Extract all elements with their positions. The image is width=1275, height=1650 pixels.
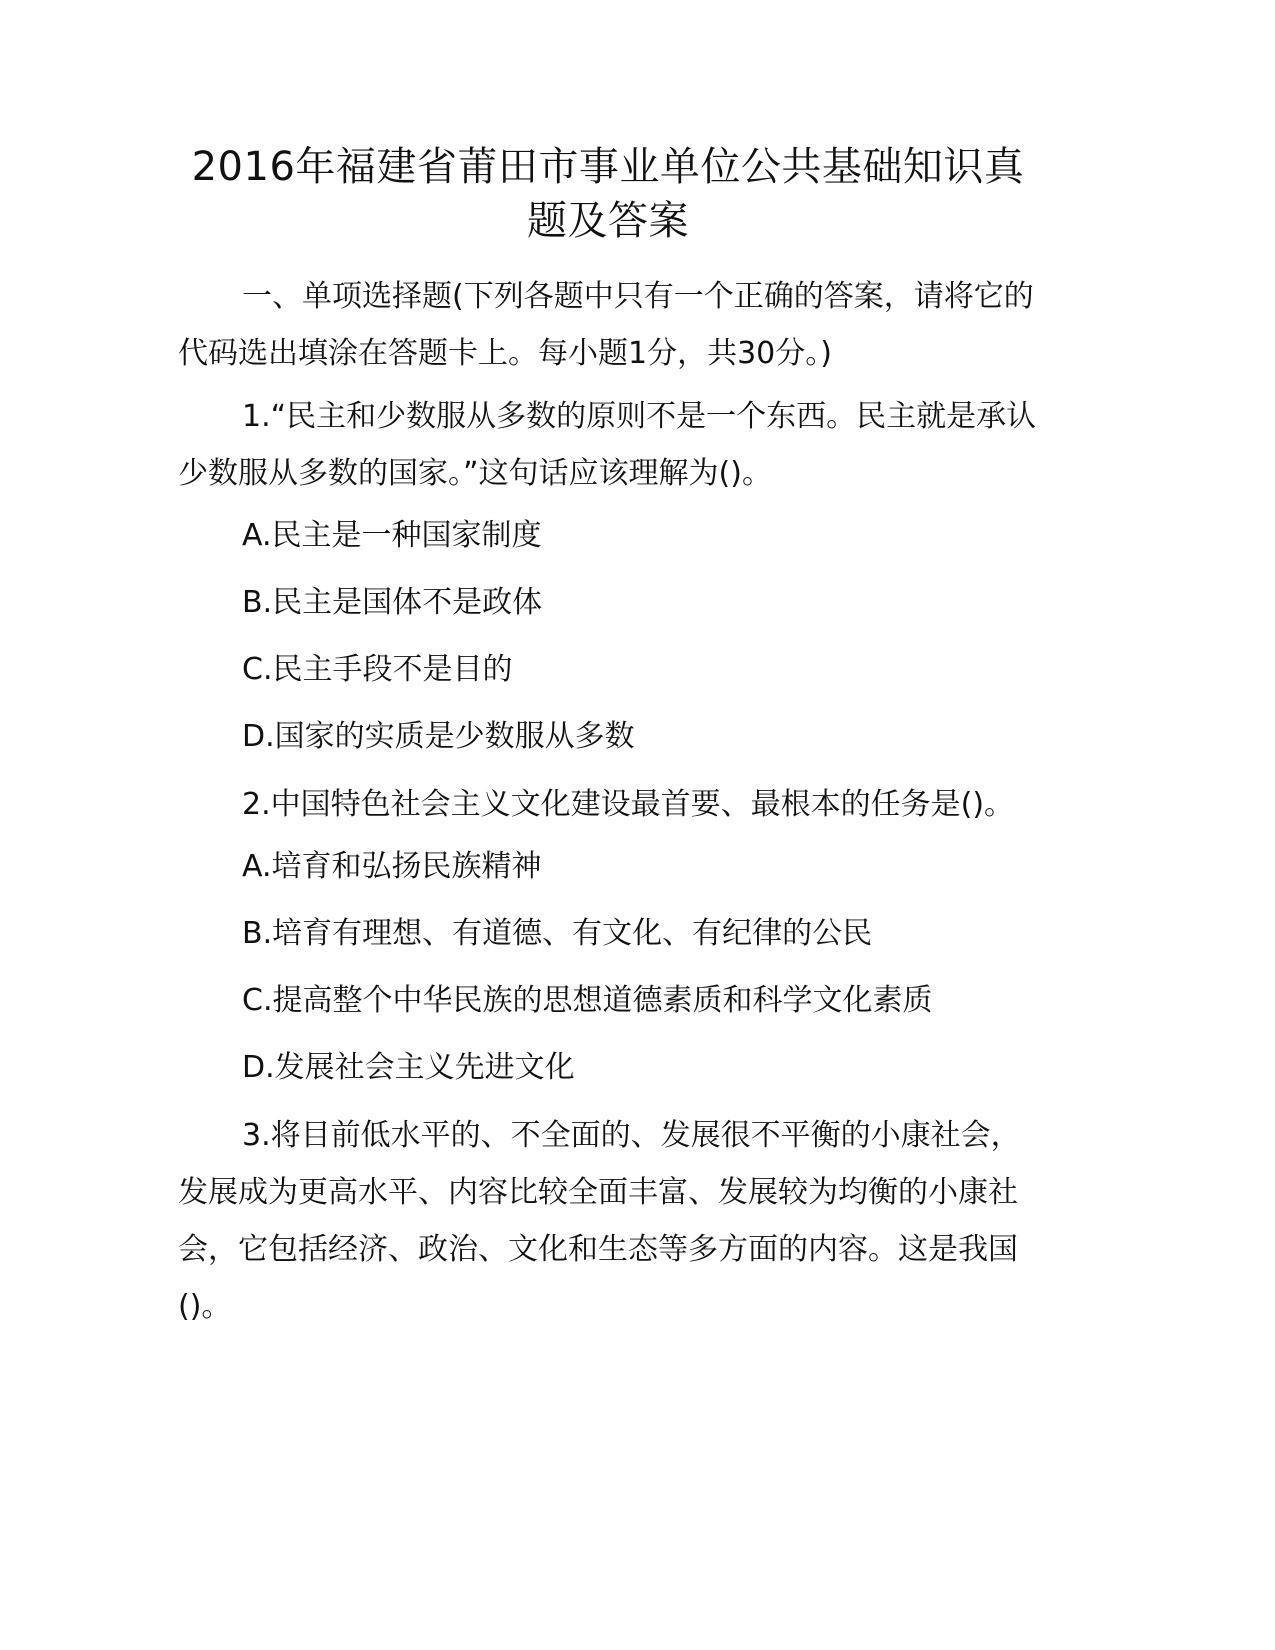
question-1-option-d: D.国家的实质是少数服从多数 [242,719,635,754]
question-2-option-d: D.发展社会主义先进文化 [242,1050,575,1085]
question-2-option-c: C.提高整个中华民族的思想道德素质和科学文化素质 [242,983,933,1018]
section-instructions: 一、单项选择题(下列各题中只有一个正确的答案，请将它的代码选出填涂在答题卡上。每小题1分，共30分。) [178,279,1034,371]
question-1-option-a: A.民主是一种国家制度 [242,518,542,553]
document-page [178,140,1038,1335]
question-3-stem: 3.将目前低水平的、不全面的、发展很不平衡的小康社会，发展成为更高水平、内容比较全面丰富、发展较为均衡的小康社会，它包括经济、政治、文化和生态等多方面的内容。这是我国()。 [178,1118,1021,1324]
question-1-option-c: C.民主手段不是目的 [242,652,513,687]
question-2-stem: 2.中国特色社会主义文化建设最首要、最根本的任务是()。 [242,787,1015,822]
question-2-option-a: A.培育和弘扬民族精神 [242,849,542,884]
document-title: 2016年福建省莆田市事业单位公共基础知识真题及答案 [191,144,1025,244]
question-1-option-b: B.民主是国体不是政体 [242,585,543,620]
question-1-stem: 1.“民主和少数服从多数的原则不是一个东西。民主就是承认少数服从多数的国家。”这句话应该理解为()。 [178,399,1037,491]
question-2-option-b: B.培育有理想、有道德、有文化、有纪律的公民 [242,916,873,951]
